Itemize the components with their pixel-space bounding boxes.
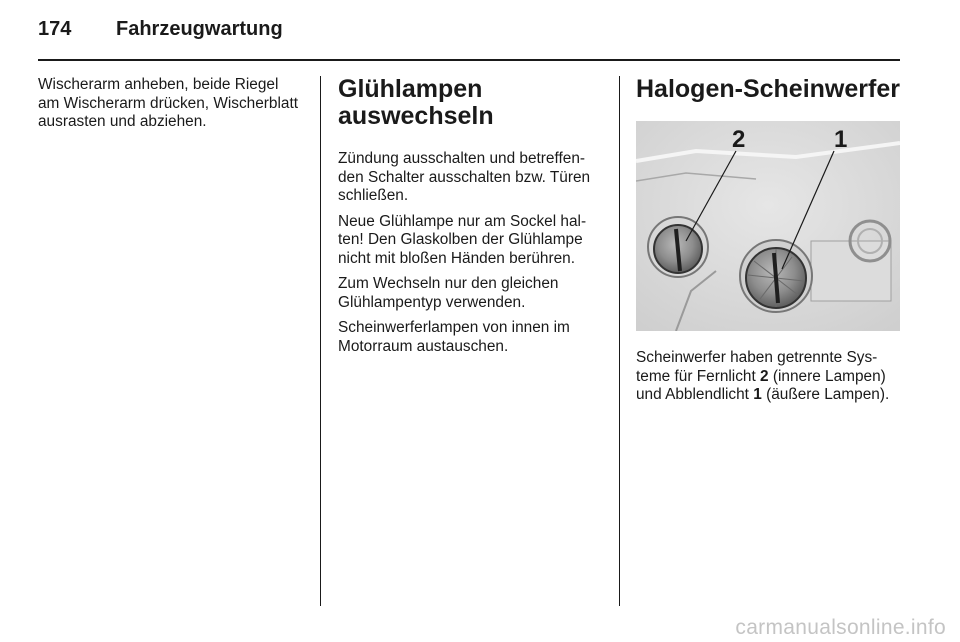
- heading-line-1: Glühlampen: [338, 75, 483, 103]
- caption-number-2: 2: [760, 367, 769, 385]
- watermark: carmanualsonline.info: [735, 616, 946, 639]
- heading-line-2: auswechseln: [338, 102, 494, 130]
- caption-number-1: 1: [753, 386, 762, 403]
- column-3: [636, 76, 902, 405]
- caption-part-2: (innere Lampen) und Abblendlicht: [636, 367, 886, 403]
- caption-part-3: (äußere Lampen).: [761, 386, 890, 403]
- low-beam-cap-1: [740, 240, 812, 312]
- page-header: [38, 18, 283, 48]
- column-1: [38, 76, 300, 139]
- callout-label-1: 1: [834, 126, 848, 153]
- high-beam-cap-2: [648, 217, 708, 277]
- paragraph-engine-room: Scheinwerferlampen von innen im Motorraum austauschen.: [338, 319, 570, 355]
- page-number: 174: [38, 18, 72, 40]
- paragraph-handling: Neue Glühlampe nur am Sockel halten! Den Glaskolben der Glühlampe nicht mit bloßen Händen berühren.: [338, 212, 587, 267]
- headlamp-figure: [636, 121, 900, 331]
- paragraph-ignition: Zündung ausschalten und betreffenden Schalter ausschalten bzw. Türen schließen.: [338, 150, 591, 204]
- paragraph-same-type: Zum Wechseln nur den gleichen Glühlampentyp verwenden.: [338, 275, 559, 311]
- column-2: [338, 76, 604, 363]
- column-divider-1: [320, 76, 321, 606]
- wiper-instruction-paragraph: Wischerarm anheben, beide Riegel am Wischerarm drücken, Wischerblatt ausrasten und abziehen.: [38, 76, 298, 130]
- header-divider: [38, 59, 900, 61]
- caption-part-1: Scheinwerfer haben getrennte Systeme für Fernlicht: [636, 349, 878, 385]
- figure-caption: [636, 349, 902, 405]
- callout-label-2: 2: [732, 126, 746, 153]
- column-divider-2: [619, 76, 620, 606]
- chapter-title: Fahrzeugwartung: [116, 18, 283, 40]
- headlamp-illustration: [636, 121, 900, 331]
- section-heading-bulbs: [338, 76, 604, 130]
- section-heading-halogen: Halogen-Scheinwerfer: [636, 75, 900, 103]
